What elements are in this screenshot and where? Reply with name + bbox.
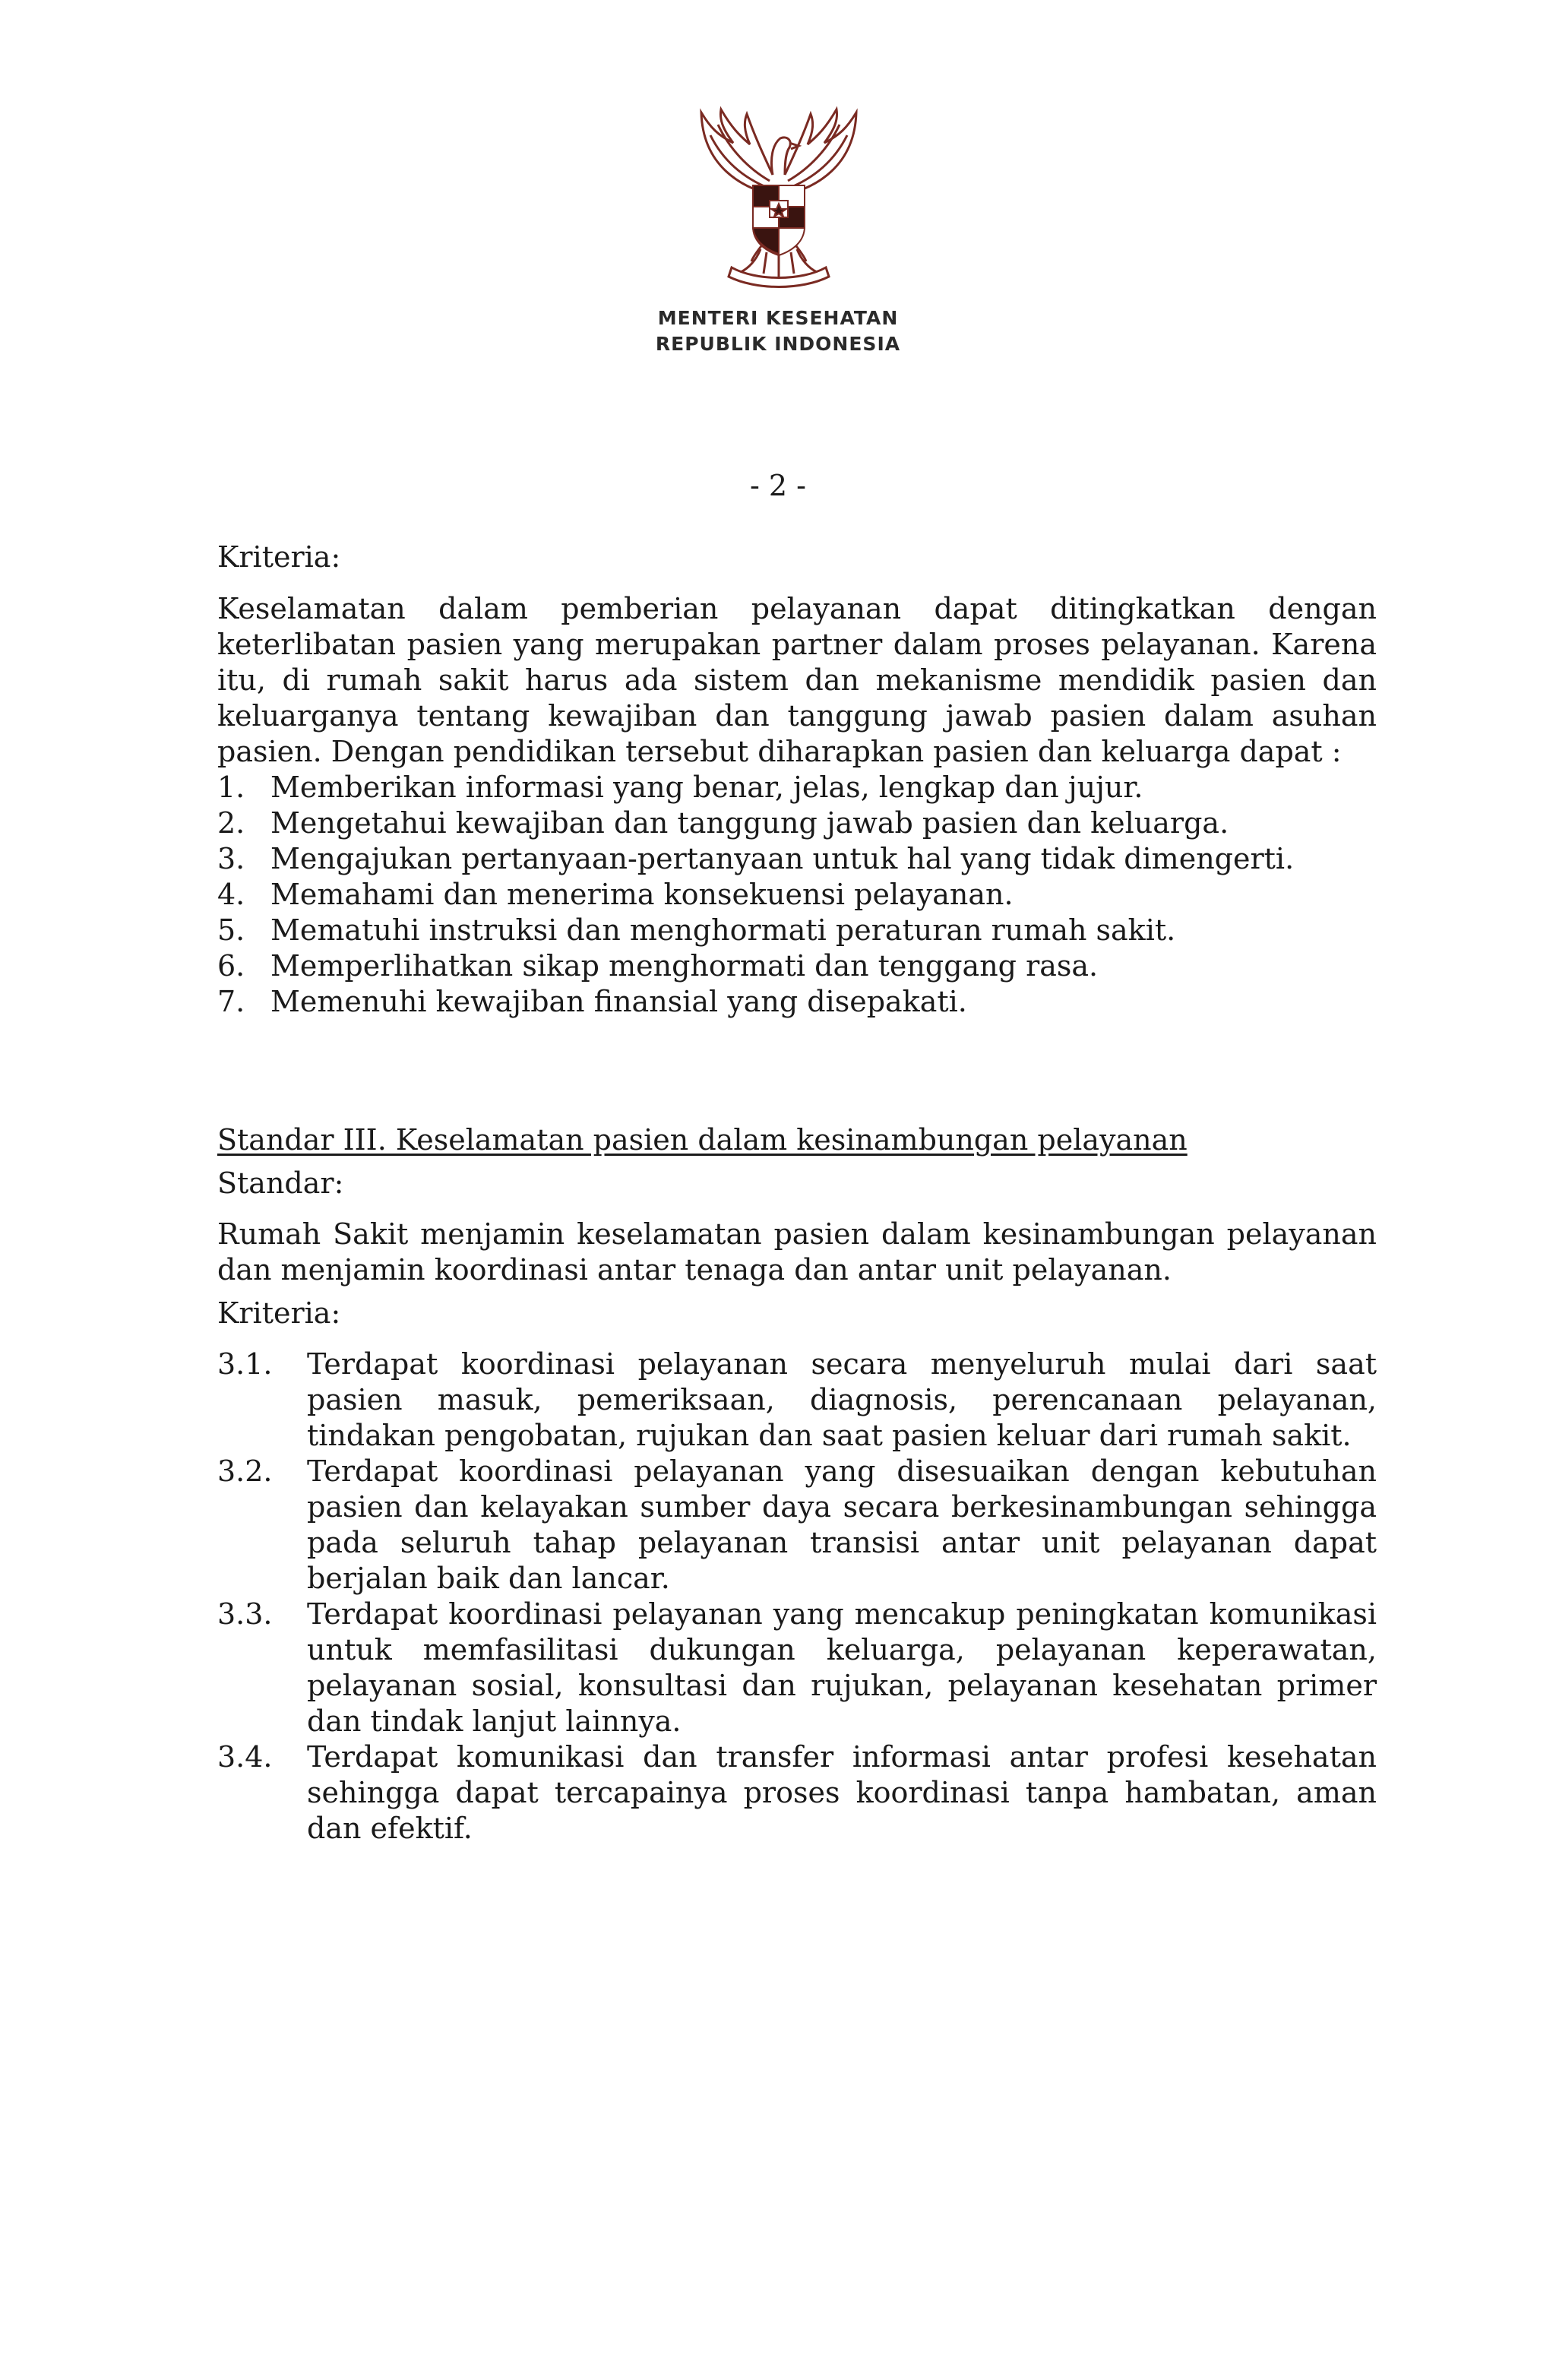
list-item: 3.4. Terdapat komunikasi dan transfer informasi antar profesi kesehatan sehingga dapat tercapainya proses koordinasi tanpa hambatan, aman dan efektif.: [217, 1740, 1377, 1845]
page-number: - 2 -: [749, 469, 806, 502]
list-item: 6. Memperlihatkan sikap menghormati dan tenggang rasa.: [217, 949, 1099, 983]
list-item: 3. Mengajukan pertanyaan-pertanyaan untuk hal yang tidak dimengerti.: [217, 842, 1295, 875]
standar-paragraph: Rumah Sakit menjamin keselamatan pasien dalam kesinambungan pelayanan dan menjamin koordinasi antar tenaga dan antar unit pelayanan.: [217, 1217, 1377, 1287]
list-item: 5. Mematuhi instruksi dan menghormati peraturan rumah sakit.: [217, 913, 1176, 947]
kriteria-label: Kriteria:: [217, 540, 341, 574]
list-item: 3.3. Terdapat koordinasi pelayanan yang mencakup peningkatan komunikasi untuk memfasilitasi dukungan keluarga, pelayanan keperawatan, pelayanan sosial, konsultasi dan rujukan, pelayanan kesehatan primer dan tindak lanjut lainnya.: [217, 1597, 1377, 1738]
criteria-list: [217, 1347, 1377, 1847]
kriteria-paragraph: Keselamatan dalam pemberian pelayanan dapat ditingkatkan dengan keterlibatan pasien yang merupakan partner dalam proses pelayanan. Karena itu, di rumah sakit harus ada sistem dan mekanisme mendidik pasien dan keluarganya tentang kewajiban dan tanggung jawab pasien dalam asuhan pasien. Dengan pendidikan tersebut diharapkan pasien dan keluarga dapat :: [217, 592, 1377, 768]
standar-heading: Standar III. Keselamatan pasien dalam kesinambungan pelayanan: [217, 1123, 1188, 1157]
list-item: 2. Mengetahui kewajiban dan tanggung jawab pasien dan keluarga.: [217, 806, 1229, 840]
list-item: 3.2. Terdapat koordinasi pelayanan yang disesuaikan dengan kebutuhan pasien dan kelayakan sumber daya secara berkesinambungan sehingga pada seluruh tahap pelayanan transisi antar unit pelayanan dapat berjalan baik dan lancar.: [217, 1454, 1377, 1595]
list-item: 3.1. Terdapat koordinasi pelayanan secara menyeluruh mulai dari saat pasien masuk, pemeriksaan, diagnosis, perencanaan pelayanan, tindakan pengobatan, rujukan dan saat pasien keluar dari rumah sakit.: [217, 1347, 1377, 1452]
section-kriteria-a: [217, 540, 1377, 1020]
section-standar-iii: [217, 1122, 1377, 1847]
letterhead-line-2: REPUBLIK INDONESIA: [655, 333, 901, 355]
kriteria-label: Kriteria:: [217, 1296, 341, 1330]
list-item: 7. Memenuhi kewajiban finansial yang disepakati.: [217, 985, 967, 1018]
letterhead-line-1: MENTERI KESEHATAN: [657, 307, 899, 329]
garuda-emblem-icon: [688, 105, 870, 295]
list-item: 1. Memberikan informasi yang benar, jelas, lengkap dan jujur.: [217, 771, 1143, 804]
list-item: 4. Memahami dan menerima konsekuensi pelayanan.: [217, 878, 1014, 911]
obligation-list: [217, 770, 1377, 1020]
standar-label: Standar:: [217, 1166, 344, 1200]
